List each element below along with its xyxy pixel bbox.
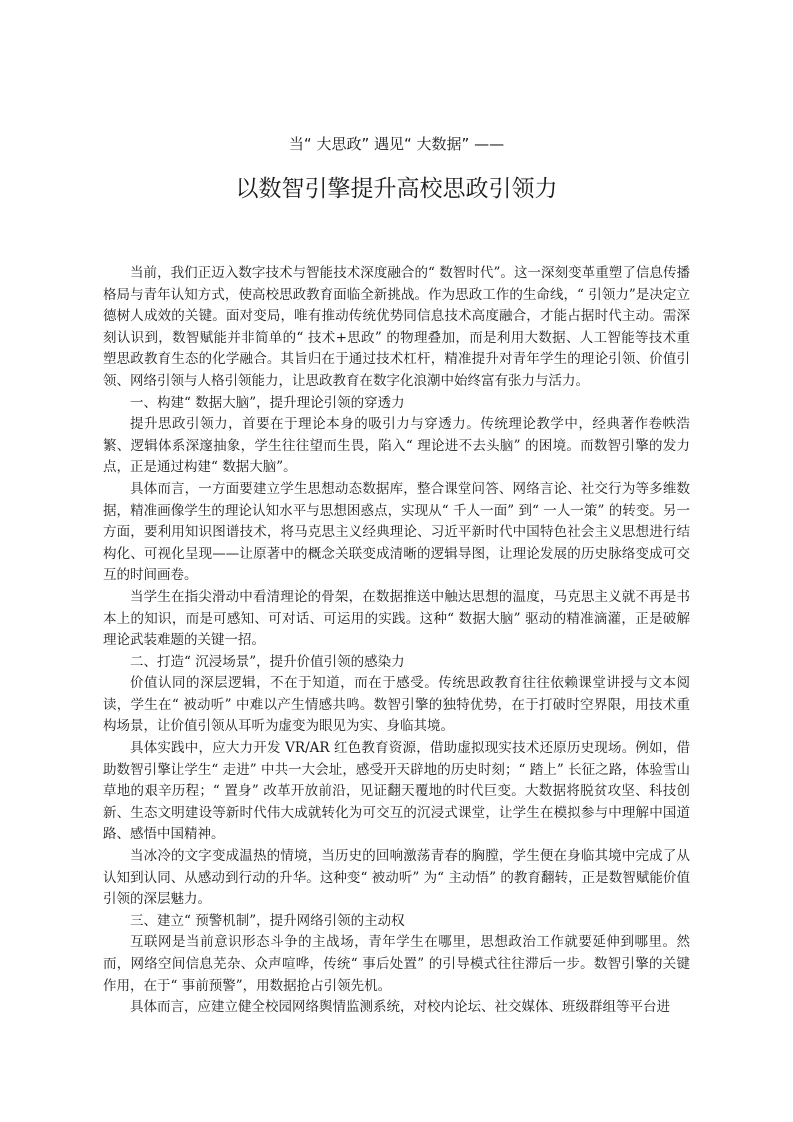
section-1-paragraph-2: 具体而言，一方面要建立学生思想动态数据库，整合课堂问答、网络言论、社交行为等多维数据，精准画像学生的理论认知水平与思想困惑点，实现从“ 千人一面” 到“ 一人一策” 的转变。另一方面，要利用知识图谱技术，将马克思主义经典理论、习近平新时代中国特色社会主义思想进行结构化、可视化呈现——让原著中的概念关联变成清晰的逻辑导图，让理论发展的历史脉络变成可交互的时间画卷。	[103, 480, 690, 584]
section-2-paragraph-3: 当冰冷的文字变成温热的情境，当历史的回响激荡青春的胸膛，学生便在身临其境中完成了从认知到认同、从感动到行动的升华。这种变“ 被动听” 为“ 主动悟” 的教育翻转，正是数智赋能价值引领的深层魅力。	[103, 848, 690, 908]
section-3-paragraph-2: 具体而言，应建立健全校园网络舆情监测系统，对校内论坛、社交媒体、班级群组等平台进	[130, 999, 670, 1016]
section-1-paragraph-1: 提升思政引领力，首要在于理论本身的吸引力与穿透力。传统理论教学中，经典著作卷帙浩繁、逻辑体系深邃抽象，学生往往望而生畏，陷入“ 理论进不去头脑” 的困境。而数智引擎的发力点，正是通过构建“ 数据大脑”。	[103, 416, 690, 476]
section-1-paragraph-3: 当学生在指尖滑动中看清理论的骨架，在数据推送中触达思想的温度，马克思主义就不再是书本上的知识，而是可感知、可对话、可运用的实践。这种“ 数据大脑” 驱动的精准滴灌，正是破解理论武装难题的关键一招。	[103, 588, 690, 649]
section-2-heading: 二、打造“ 沉浸场景”，提升价值引领的感染力	[130, 653, 405, 670]
article-kicker: 当“ 大思政” 遇见“ 大数据” ——	[288, 135, 505, 153]
section-1-heading: 一、构建“ 数据大脑”，提升理论引领的穿透力	[130, 394, 405, 411]
intro-paragraph: 当前，我们正迈入数字技术与智能技术深度融合的“ 数智时代”。这一深刻变革重塑了信息传播格局与青年认知方式，使高校思政教育面临全新挑战。作为思政工作的生命线，“ 引领力”是决定立德树人成效的关键。面对变局，唯有推动传统优势同信息技术高度融合，才能占据时代主动。需深刻认识到，数智赋能并非简单的“ 技术+思政” 的物理叠加，而是利用大数据、人工智能等技术重塑思政教育生态的化学融合。其旨归在于通过技术杠杆，精准提升对青年学生的理论引领、价值引领、网络引领与人格引领能力，让思政教育在数字化浪潮中始终富有张力与活力。	[103, 265, 690, 389]
article-title: 以数智引擎提升高校思政引领力	[235, 176, 558, 202]
section-2-paragraph-1: 价值认同的深层逻辑，不在于知道，而在于感受。传统思政教育往往依赖课堂讲授与文本阅读，学生在“ 被动听” 中难以产生情感共鸣。数智引擎的独特优势，在于打破时空界限，用技术重构场景，让价值引领从耳听为虚变为眼见为实、身临其境。	[103, 675, 690, 735]
article-body	[103, 263, 690, 1019]
section-3-paragraph-1: 互联网是当前意识形态斗争的主战场，青年学生在哪里，思想政治工作就要延伸到哪里。然而，网络空间信息芜杂、众声喧哗，传统“ 事后处置” 的引导模式往往滞后一步。数智引擎的关键作用，在于“ 事前预警”，用数据抢占引领先机。	[103, 934, 690, 994]
section-3-heading: 三、建立“ 预警机制”，提升网络引领的主动权	[130, 912, 405, 929]
section-2-paragraph-2: 具体实践中，应大力开发 VR/AR 红色教育资源，借助虚拟现实技术还原历史现场。例如，借助数智引擎让学生“ 走进” 中共一大会址，感受开天辟地的历史时刻；“ 踏上” 长征之路，体验雪山草地的艰辛历程；“ 置身” 改革开放前沿，见证翻天覆地的时代巨变。大数据将脱贫攻坚、科技创新、生态文明建设等新时代伟大成就转化为可交互的沉浸式课堂，让学生在模拟参与中理解中国道路、感悟中国精神。	[103, 740, 690, 843]
